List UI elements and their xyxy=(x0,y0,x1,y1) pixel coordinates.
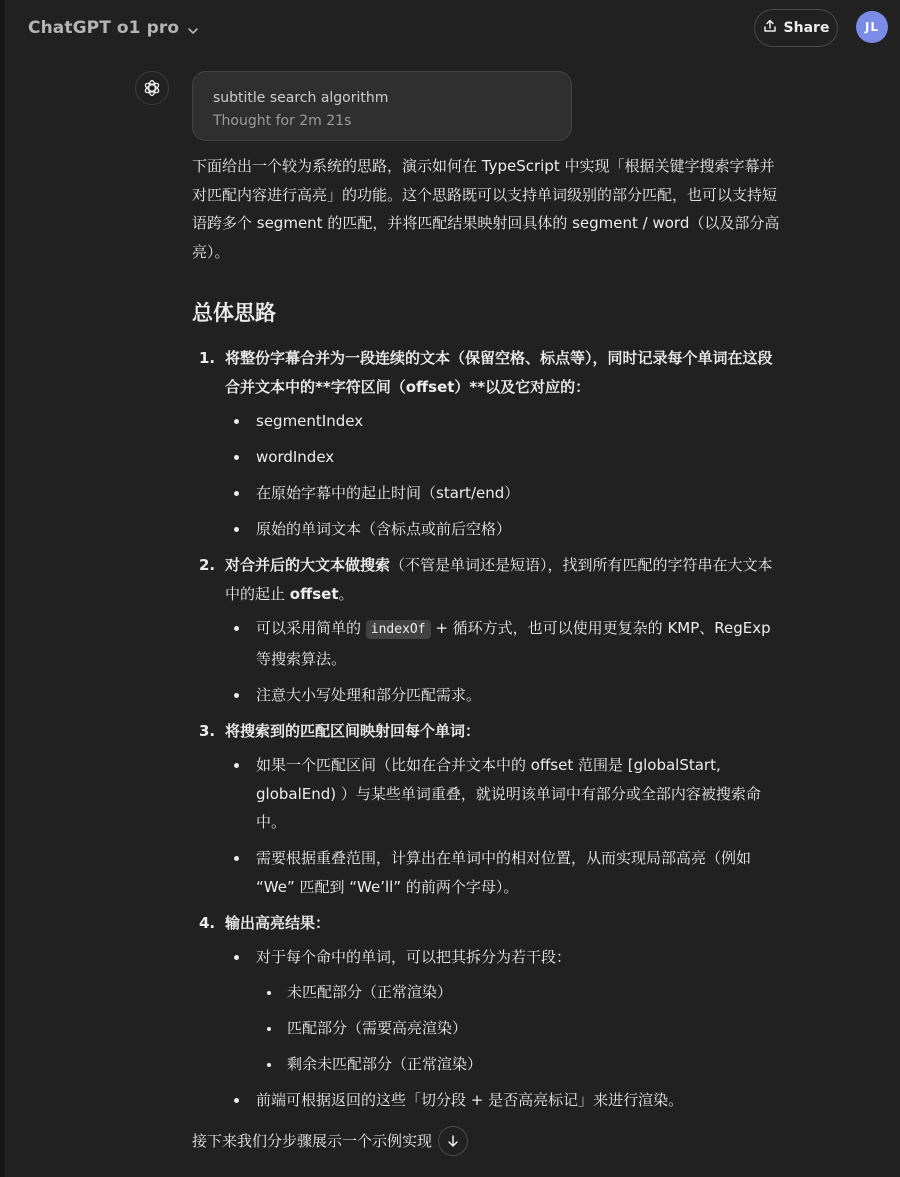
steps-list xyxy=(192,344,782,1114)
arrow-down-icon xyxy=(446,1134,460,1148)
chevron-down-icon xyxy=(187,22,199,34)
assistant-message xyxy=(192,152,782,1156)
footer-text: 接下来我们分步骤展示一个示例实现 xyxy=(192,1131,433,1150)
avatar[interactable]: JL xyxy=(856,11,888,43)
share-label: Share xyxy=(783,20,830,36)
nested-bullets xyxy=(256,978,782,1079)
reasoning-duration: Thought for 2m 21s xyxy=(213,113,352,129)
step-item xyxy=(192,717,782,902)
step-text-bold: 对合并后的大文本做搜索 xyxy=(225,556,391,574)
model-name: ChatGPT o1 pro xyxy=(28,18,180,38)
bullet-item xyxy=(225,614,782,673)
nested-bullet-item: 剩余未匹配部分（正常渲染） xyxy=(256,1050,782,1079)
step-number: 3. xyxy=(199,721,216,740)
bullet-item: 前端可根据返回的这些「切分段 + 是否高亮标记」来进行渲染。 xyxy=(225,1086,782,1115)
step-number: 4. xyxy=(199,913,216,932)
step-text: 输出高亮结果： xyxy=(225,913,331,932)
bullet-text: + 循环方式，也可以使用更复杂的 KMP、RegExp 等搜索算法。 xyxy=(256,619,771,668)
intro-paragraph: 下面给出一个较为系统的思路，演示如何在 TypeScript 中实现「根据关键字搜索字幕并对匹配内容进行高亮」的功能。这个思路既可以支持单词级别的部分匹配，也可以支持短语跨多个 segment 的匹配，并将匹配结果映射回具体的 segment / word（以及部分高亮）。 xyxy=(192,157,780,261)
footer-line xyxy=(192,1126,782,1156)
bullet-item: wordIndex xyxy=(225,443,782,472)
model-selector[interactable] xyxy=(18,10,209,46)
reasoning-title: subtitle search algorithm xyxy=(213,90,389,106)
share-icon xyxy=(763,19,777,37)
reasoning-summary-card[interactable] xyxy=(192,71,572,141)
step-text: 将搜索到的匹配区间映射回每个单词： xyxy=(225,721,481,740)
step-text: （不管是单词还是短语），找到所有匹配的字符串在大文本中的起止 xyxy=(225,556,773,603)
step-item xyxy=(192,344,782,544)
step-item xyxy=(192,909,782,1115)
step-text-bold: offset xyxy=(289,584,339,603)
inline-code: indexOf xyxy=(366,620,431,639)
step-bullets xyxy=(225,943,782,1114)
step-text: 将整份字幕合并为一段连续的文本（保留空格、标点等），同时记录每个单词在这段合并文本中的**字符区间（offset）**以及它对应的： xyxy=(225,349,773,396)
openai-logo-icon xyxy=(135,71,169,105)
bullet-item: 原始的单词文本（含标点或前后空格） xyxy=(225,515,782,544)
step-number: 2. xyxy=(199,556,216,574)
bullet-item xyxy=(225,943,782,1078)
section-heading: 总体思路 xyxy=(192,301,276,325)
bullet-text: 对于每个命中的单词，可以把其拆分为若干段： xyxy=(256,948,572,966)
step-bullets xyxy=(225,614,782,709)
share-button[interactable] xyxy=(754,9,838,47)
bullet-item: 注意大小写处理和部分匹配需求。 xyxy=(225,681,782,710)
bullet-item: 在原始字幕中的起止时间（start/end） xyxy=(225,479,782,508)
step-bullets xyxy=(225,751,782,901)
step-bullets xyxy=(225,407,782,544)
nested-bullet-item: 匹配部分（需要高亮渲染） xyxy=(256,1014,782,1043)
step-item xyxy=(192,551,782,709)
bullet-item: 需要根据重叠范围，计算出在单词中的相对位置，从而实现局部高亮（例如 “We” 匹配到 “We’ll” 的前两个字母）。 xyxy=(225,844,782,901)
bullet-item: segmentIndex xyxy=(225,407,782,436)
bullet-item: 如果一个匹配区间（比如在合并文本中的 offset 范围是 [globalStart, globalEnd) ）与某些单词重叠，就说明该单词中有部分或全部内容被搜索命中。 xyxy=(225,751,782,837)
bullet-text: 可以采用简单的 xyxy=(256,619,366,637)
sidebar-edge xyxy=(0,0,5,1177)
step-number: 1. xyxy=(199,349,216,367)
scroll-down-button[interactable] xyxy=(438,1126,468,1156)
step-text: 。 xyxy=(338,584,354,603)
nested-bullet-item: 未匹配部分（正常渲染） xyxy=(256,978,782,1007)
